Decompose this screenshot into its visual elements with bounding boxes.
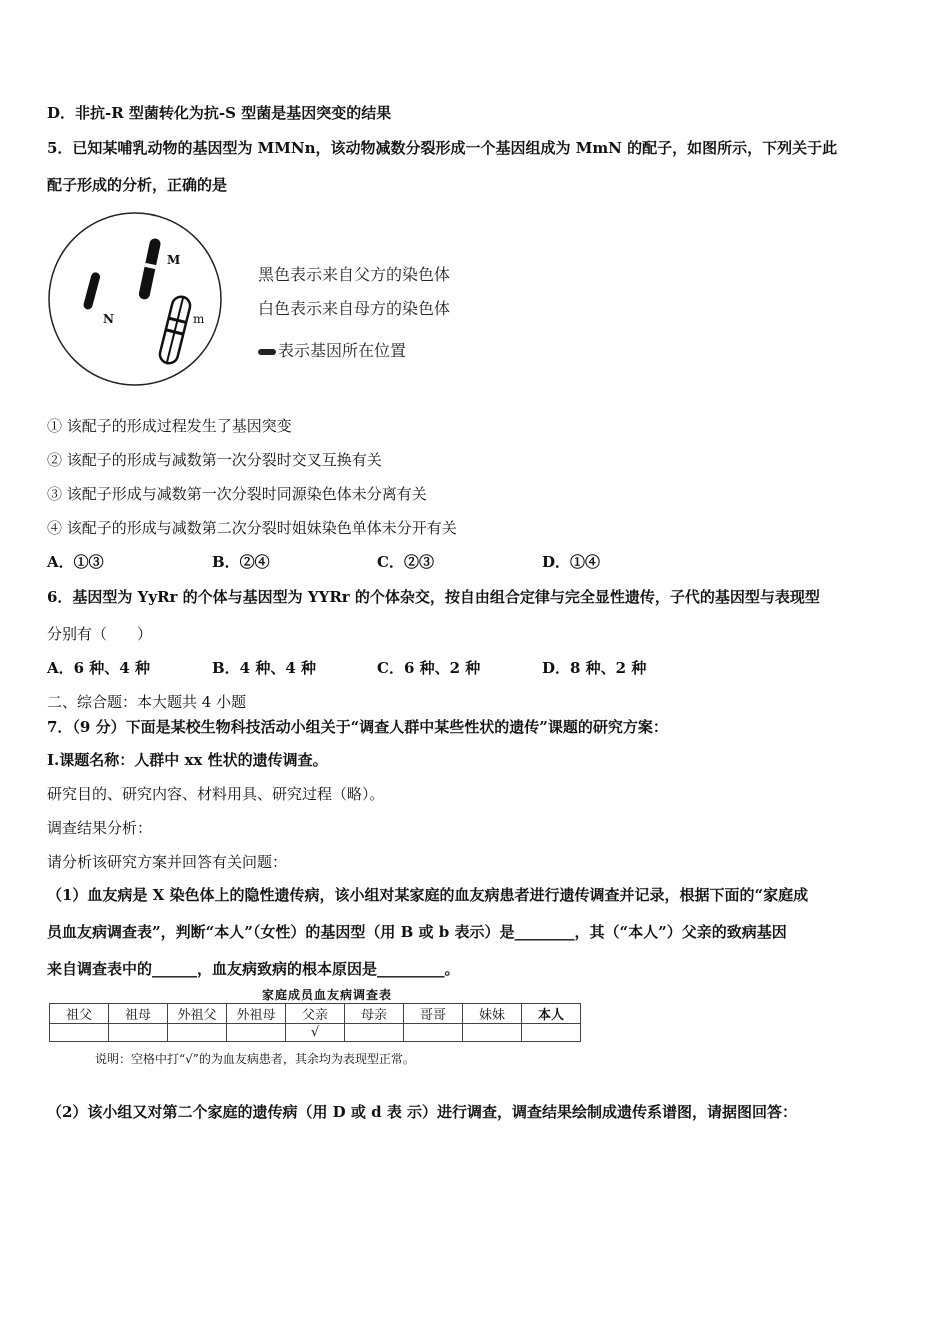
- label-m-upper: M: [167, 253, 181, 267]
- q6-option-c: C．6 种、2 种: [377, 659, 481, 677]
- q4-option-d: D．非抗-R 型菌转化为抗-S 型菌是基因突变的结果: [47, 104, 392, 122]
- q7-p1-line1: （1）血友病是 X 染色体上的隐性遗传病，该小组对某家庭的血友病患者进行遗传调查并记录，根据下面的“家庭成: [47, 886, 809, 904]
- q7-stem: 7．（9 分）下面是某校生物科技活动小组关于“调查人群中某些性状的遗传”课题的研究方案：: [47, 718, 668, 736]
- q5-option-d: D．①④: [542, 553, 601, 571]
- th-maternal-grandfather: 外祖父: [168, 1004, 227, 1024]
- q5-option-c: C．②③: [377, 553, 434, 571]
- table-note: 说明：空格中打“√”的为血友病患者，其余均为表现型正常。: [95, 1052, 415, 1066]
- chromosome-n: [83, 271, 102, 310]
- q6-stem-line1: 6．基因型为 YyRr 的个体与基因型为 YYRr 的个体杂交，按自由组合定律与完全显性遗传，子代的基因型与表现型: [47, 588, 820, 606]
- section2-heading: 二、综合题：本大题共 4 小题: [47, 693, 247, 711]
- td-grandfather: [50, 1024, 109, 1042]
- q7-p1-line2: 员血友病调查表”，判断“本人”（女性）的基因型（用 B 或 b 表示）是________，其（“本人”）父亲的致病基因: [47, 923, 787, 941]
- th-grandmother: 祖母: [109, 1004, 168, 1024]
- q5-statement-3: ③ 该配子形成与减数第一次分裂时同源染色体未分离有关: [47, 485, 427, 503]
- td-self: [522, 1024, 581, 1042]
- td-maternal-grandmother: [227, 1024, 286, 1042]
- q6-option-d: D．8 种、2 种: [542, 659, 647, 677]
- legend-gene-text: 表示基因所在位置: [278, 341, 407, 360]
- td-mother: [345, 1024, 404, 1042]
- q7-topic: I.课题名称：人群中 xx 性状的遗传调查。: [47, 751, 328, 769]
- th-brother: 哥哥: [404, 1004, 463, 1024]
- q5-option-b: B．②④: [212, 553, 270, 571]
- td-sister: [463, 1024, 522, 1042]
- q5-figure: [47, 208, 487, 398]
- th-grandfather: 祖父: [50, 1004, 109, 1024]
- legend-black: 黑色表示来自父方的染色体: [258, 265, 451, 284]
- family-survey-table: [49, 1003, 581, 1042]
- q7-p1-line3: 来自调查表中的______，血友病致病的根本原因是_________。: [47, 960, 460, 978]
- td-grandmother: [109, 1024, 168, 1042]
- gene-marker-icon: [258, 349, 276, 355]
- q5-stem-line1: 5．已知某哺乳动物的基因型为 MMNn，该动物减数分裂形成一个基因组成为 MmN 的配子，如图所示，下列关于此: [47, 139, 838, 157]
- table-header-row: [50, 1004, 581, 1024]
- q7-content: 研究目的、研究内容、材料用具、研究过程（略）。: [47, 785, 385, 803]
- th-maternal-grandmother: 外祖母: [227, 1004, 286, 1024]
- td-maternal-grandfather: [168, 1024, 227, 1042]
- q5-option-a: A．①③: [47, 553, 104, 571]
- q7-p2: （2）该小组又对第二个家庭的遗传病（用 D 或 d 表 示）进行调查，调查结果绘制成遗传系谱图，请据图回答：: [47, 1103, 798, 1121]
- cell-diagram: [47, 208, 227, 390]
- label-m-lower: m: [193, 312, 205, 326]
- th-mother: 母亲: [345, 1004, 404, 1024]
- legend-white: 白色表示来自母方的染色体: [258, 299, 451, 318]
- chromosome-m-lower: [158, 295, 192, 365]
- table-caption: 家庭成员血友病调查表: [262, 988, 393, 1002]
- q6-option-b: B．4 种、4 种: [212, 659, 316, 677]
- legend-gene: [258, 338, 406, 361]
- label-n: N: [103, 312, 114, 326]
- q5-statement-2: ② 该配子的形成与减数第一次分裂时交叉互换有关: [47, 451, 382, 469]
- cell-outline: [49, 213, 221, 385]
- q5-stem-line2: 配子形成的分析，正确的是: [47, 176, 228, 194]
- th-self: 本人: [522, 1004, 581, 1024]
- table-row: [50, 1024, 581, 1042]
- q5-statement-4: ④ 该配子的形成与减数第二次分裂时姐妹染色单体未分开有关: [47, 519, 457, 537]
- q5-statement-1: ① 该配子的形成过程发生了基因突变: [47, 417, 292, 435]
- th-father: 父亲: [286, 1004, 345, 1024]
- th-sister: 妹妹: [463, 1004, 522, 1024]
- q7-instruction: 请分析该研究方案并回答有关问题：: [47, 853, 288, 871]
- q6-option-a: A．6 种、4 种: [47, 659, 150, 677]
- q6-stem-line2: 分别有（ ）: [47, 625, 153, 643]
- chromosome-m-upper: [138, 237, 162, 300]
- td-father: √: [286, 1024, 345, 1042]
- td-brother: [404, 1024, 463, 1042]
- q7-analysis: 调查结果分析：: [47, 819, 153, 837]
